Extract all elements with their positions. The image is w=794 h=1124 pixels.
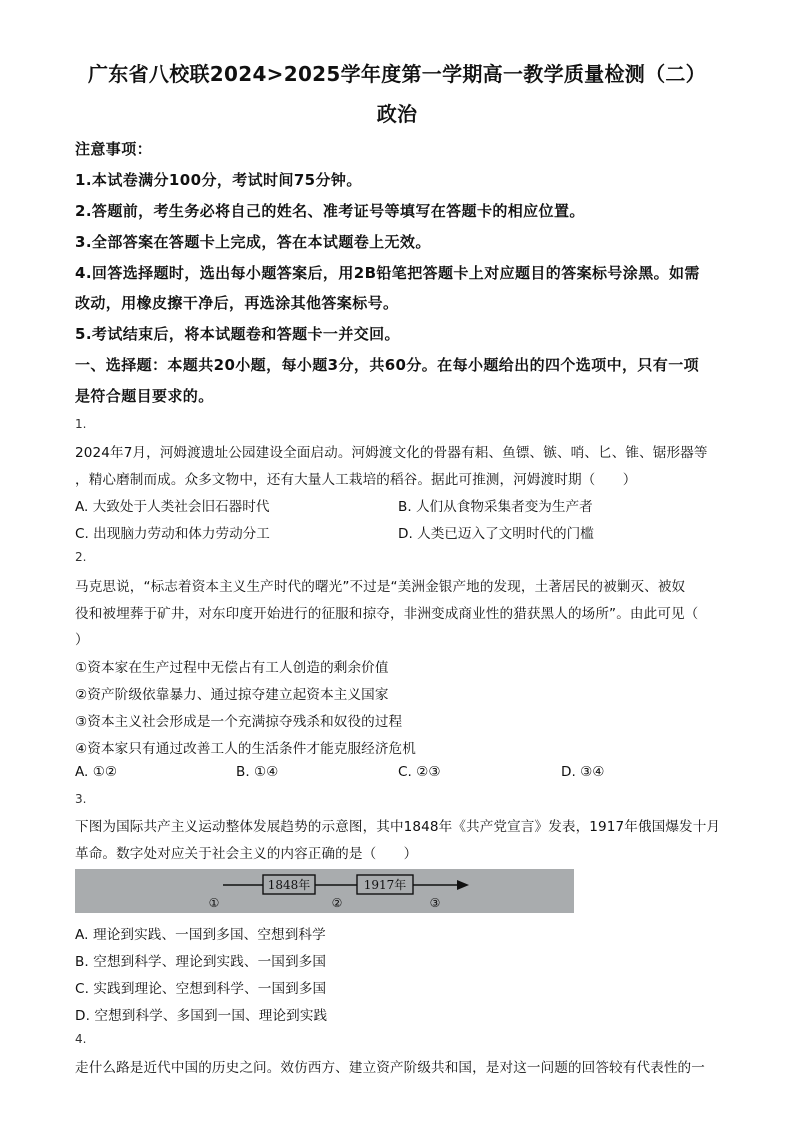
marker-2: ② <box>331 896 343 910</box>
statement: ③资本主义社会形成是一个充满掠夺残杀和奴役的过程 <box>75 714 403 730</box>
question-stem: ，精心磨制而成。众多文物中，还有大量人工栽培的稻谷。据此可推测，河姆渡时期（ ） <box>75 472 637 488</box>
notice-heading: 注意事项： <box>75 140 153 158</box>
question-stem: ） <box>75 632 89 648</box>
marker-1: ① <box>208 896 220 910</box>
option-a: A. 大致处于人类社会旧石器时代 <box>75 499 270 515</box>
notice-item: 2.答题前，考生务必将自己的姓名、准考证号等填写在答题卡的相应位置。 <box>75 202 585 220</box>
statement: ②资产阶级依靠暴力、通过掠夺建立起资本主义国家 <box>75 687 389 703</box>
question-stem: 2024年7月，河姆渡遗址公园建设全面启动。河姆渡文化的骨器有耜、鱼镖、镞、哨、匕、锥、锯形器等 <box>75 445 708 461</box>
notice-item: 4.回答选择题时，选出每小题答案后，用2B铅笔把答题卡上对应题目的答案标号涂黑。如需 <box>75 264 700 282</box>
option-c: C. 出现脑力劳动和体力劳动分工 <box>75 526 270 542</box>
marker-3: ③ <box>429 896 441 910</box>
option-c: C. ②③ <box>398 764 441 780</box>
option-b: B. ①④ <box>236 764 279 780</box>
question-stem: 革命。数字处对应关于社会主义的内容正确的是（ ） <box>75 846 418 862</box>
statement: ①资本家在生产过程中无偿占有工人创造的剩余价值 <box>75 660 389 676</box>
question-number: 4. <box>75 1032 87 1046</box>
question-stem: 下图为国际共产主义运动整体发展趋势的示意图，其中1848年《共产党宣言》发表，1917年俄国爆发十月 <box>75 819 721 835</box>
timeline-svg <box>75 869 574 913</box>
year-label-1848: 1848年 <box>267 878 311 892</box>
exam-title: 广东省八校联2024>2025学年度第一学期高一教学质量检测（二） <box>88 62 706 86</box>
question-number: 3. <box>75 792 87 806</box>
question-number: 2. <box>75 550 87 564</box>
option-d: D. 空想到科学、多国到一国、理论到实践 <box>75 1008 328 1024</box>
option-b: B. 空想到科学、理论到实践、一国到多国 <box>75 954 327 970</box>
statement: ④资本家只有通过改善工人的生活条件才能克服经济危机 <box>75 741 416 757</box>
notice-item: 5.考试结束后，将本试题卷和答题卡一并交回。 <box>75 325 400 343</box>
timeline-figure <box>75 869 574 913</box>
question-stem: 走什么路是近代中国的历史之问。效仿西方、建立资产阶级共和国，是对这一问题的回答较有代表性的一 <box>75 1060 705 1076</box>
section-instruction: 一、选择题：本题共20小题，每小题3分，共60分。在每小题给出的四个选项中，只有一项 <box>75 356 699 374</box>
exam-subject: 政治 <box>376 102 418 126</box>
notice-item: 1.本试卷满分100分，考试时间75分钟。 <box>75 171 362 189</box>
option-d: D. 人类已迈入了文明时代的门槛 <box>398 526 594 542</box>
year-label-1917: 1917年 <box>363 878 407 892</box>
arrow-head-icon <box>457 880 469 890</box>
notice-item: 改动，用橡皮擦干净后，再选涂其他答案标号。 <box>75 294 399 312</box>
option-a: A. 理论到实践、一国到多国、空想到科学 <box>75 927 326 943</box>
option-a: A. ①② <box>75 764 118 780</box>
question-stem: 役和被埋葬于矿井，对东印度开始进行的征服和掠夺，非洲变成商业性的猎获黑人的场所”。由此可见（ <box>75 606 699 622</box>
option-c: C. 实践到理论、空想到科学、一国到多国 <box>75 981 327 997</box>
question-stem: 马克思说，“标志着资本主义生产时代的曙光”不过是“美洲金银产地的发现，土著居民的被剿灭、被奴 <box>75 579 686 595</box>
question-number: 1. <box>75 417 87 431</box>
section-instruction: 是符合题目要求的。 <box>75 387 214 405</box>
notice-item: 3.全部答案在答题卡上完成，答在本试题卷上无效。 <box>75 233 431 251</box>
option-d: D. ③④ <box>561 764 605 780</box>
option-b: B. 人们从食物采集者变为生产者 <box>398 499 593 515</box>
